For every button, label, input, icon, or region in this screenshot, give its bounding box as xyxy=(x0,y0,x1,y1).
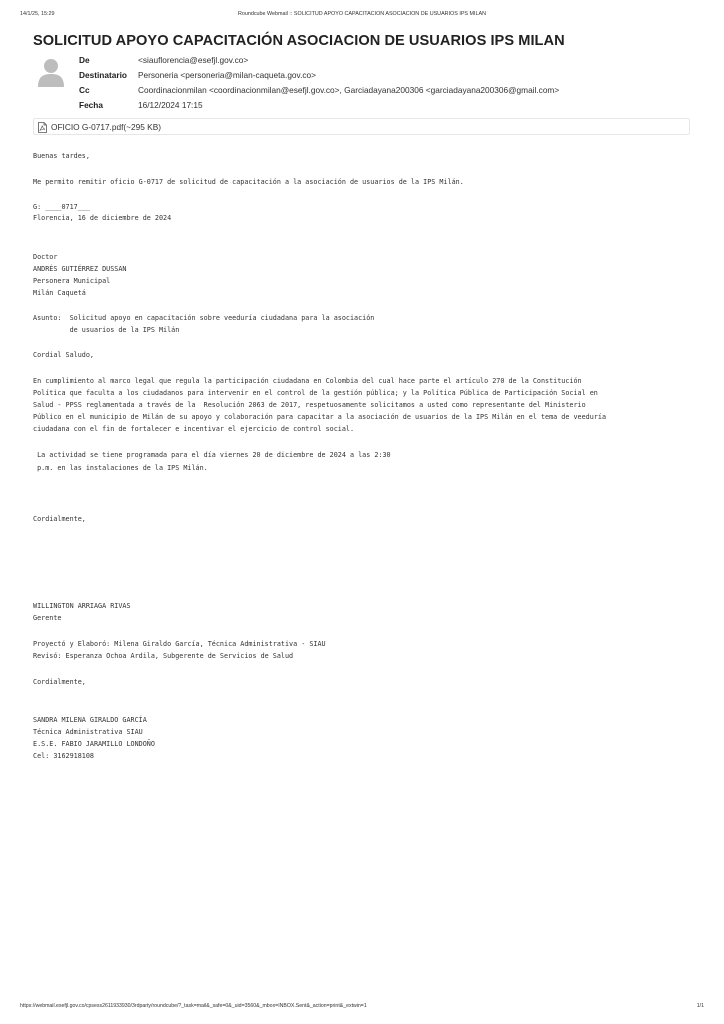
attachment-size: (~295 KB) xyxy=(123,122,161,132)
attachment-item[interactable] xyxy=(33,118,690,135)
header-label: Fecha xyxy=(79,100,103,110)
body-line: ciudadana con el fin de fortalecer e incentivar el ejercicio de control social. xyxy=(33,425,355,433)
body-line: Cel: 3162918108 xyxy=(33,752,94,760)
body-line: La actividad se tiene programada para el día viernes 20 de diciembre de 2024 a las 2:30 xyxy=(33,451,391,459)
body-line: Asunto: Solicitud apoyo en capacitación sobre veeduría ciudadana para la asociación xyxy=(33,314,375,322)
body-line: G: ____0717___ xyxy=(33,203,90,211)
body-line: ANDRÉS GUTIÉRREZ DUSSAN xyxy=(33,265,127,273)
header-value: 16/12/2024 17:15 xyxy=(138,100,203,110)
body-line: de usuarios de la IPS Milán xyxy=(33,326,180,334)
attachment-name: OFICIO G-0717.pdf xyxy=(51,122,124,132)
print-header xyxy=(20,11,704,21)
header-value[interactable]: <siauflorencia@esefjl.gov.co> xyxy=(138,55,249,65)
body-line: SANDRA MILENA GIRALDO GARCÍA xyxy=(33,716,147,724)
body-line: Doctor xyxy=(33,253,58,261)
print-timestamp: 14/1/25, 15:29 xyxy=(20,11,55,17)
body-line: p.m. en las instalaciones de la IPS Milán. xyxy=(33,464,208,472)
header-value[interactable]: Coordinacionmilan <coordinacionmilan@esefjl.gov.co>, Garciadayana200306 <garciadayana200306@gmail.com> xyxy=(138,85,560,95)
body-line: Proyectó y Elaboró: Milena Giraldo García, Técnica Administrativa - SIAU xyxy=(33,640,326,648)
header-value[interactable]: Personeria <personeria@milan-caqueta.gov.co> xyxy=(138,70,316,80)
body-line: Técnica Administrativa SIAU xyxy=(33,728,143,736)
body-line: Revisó: Esperanza Ochoa Ardila, Subgerente de Servicios de Salud xyxy=(33,652,294,660)
body-line: Personera Municipal xyxy=(33,277,111,285)
body-line: Milán Caquetá xyxy=(33,289,86,297)
body-line: E.S.E. FABIO JARAMILLO LONDOÑO xyxy=(33,740,155,748)
attachment-label[interactable] xyxy=(51,122,161,132)
body-line: En cumplimiento al marco legal que regula la participación ciudadana en Colombia del cual hace parte el artículo 270 de la Constitución xyxy=(33,377,582,385)
body-line: Salud - PPSS reglamentada a través de la Resolución 2063 de 2017, respetuosamente solicitamos a usted como representante del Ministerio xyxy=(33,401,586,409)
body-line: Cordial Saludo, xyxy=(33,351,94,359)
print-footer xyxy=(20,1003,704,1013)
page-number: 1/1 xyxy=(696,1003,704,1009)
body-line: Política que faculta a los ciudadanos para intervenir en el control de la gestión pública; y la Política Pública de Participación Social en xyxy=(33,389,598,397)
body-line: Buenas tardes, xyxy=(33,152,90,160)
header-label: De xyxy=(79,55,90,65)
print-page-title: Roundcube Webmail :: SOLICITUD APOYO CAPACITACION ASOCIACION DE USUARIOS IPS MILAN xyxy=(237,11,487,17)
body-line: Público en el municipio de Milán de su apoyo y colaboración para capacitar a la asociación de usuarios de la IPS Milán en el tema de veeduría xyxy=(33,413,607,421)
body-line: Me permito remitir oficio G-0717 de solicitud de capacitación a la asociación de usuarios de la IPS Milán. xyxy=(33,178,464,186)
body-line: Cordialmente, xyxy=(33,678,86,686)
body-line: Florencia, 16 de diciembre de 2024 xyxy=(33,214,172,222)
pdf-file-icon xyxy=(38,122,47,133)
body-line: Gerente xyxy=(33,614,62,622)
avatar-icon xyxy=(38,57,64,87)
email-subject: SOLICITUD APOYO CAPACITACIÓN ASOCIACION DE USUARIOS IPS MILAN xyxy=(33,33,565,49)
print-url: https://webmail.esefjl.gov.co/cpsess2611933930/3rdparty/roundcube/?_task=mail&_safe=0&_uid=3560&_mbox=INBOX.Sent&_action=print&_extwin=1 xyxy=(20,1003,367,1009)
body-line: Cordialmente, xyxy=(33,515,86,523)
body-line: WILLINGTON ARRIAGA RIVAS xyxy=(33,602,131,610)
header-label: Destinatario xyxy=(79,70,127,80)
header-label: Cc xyxy=(79,85,90,95)
